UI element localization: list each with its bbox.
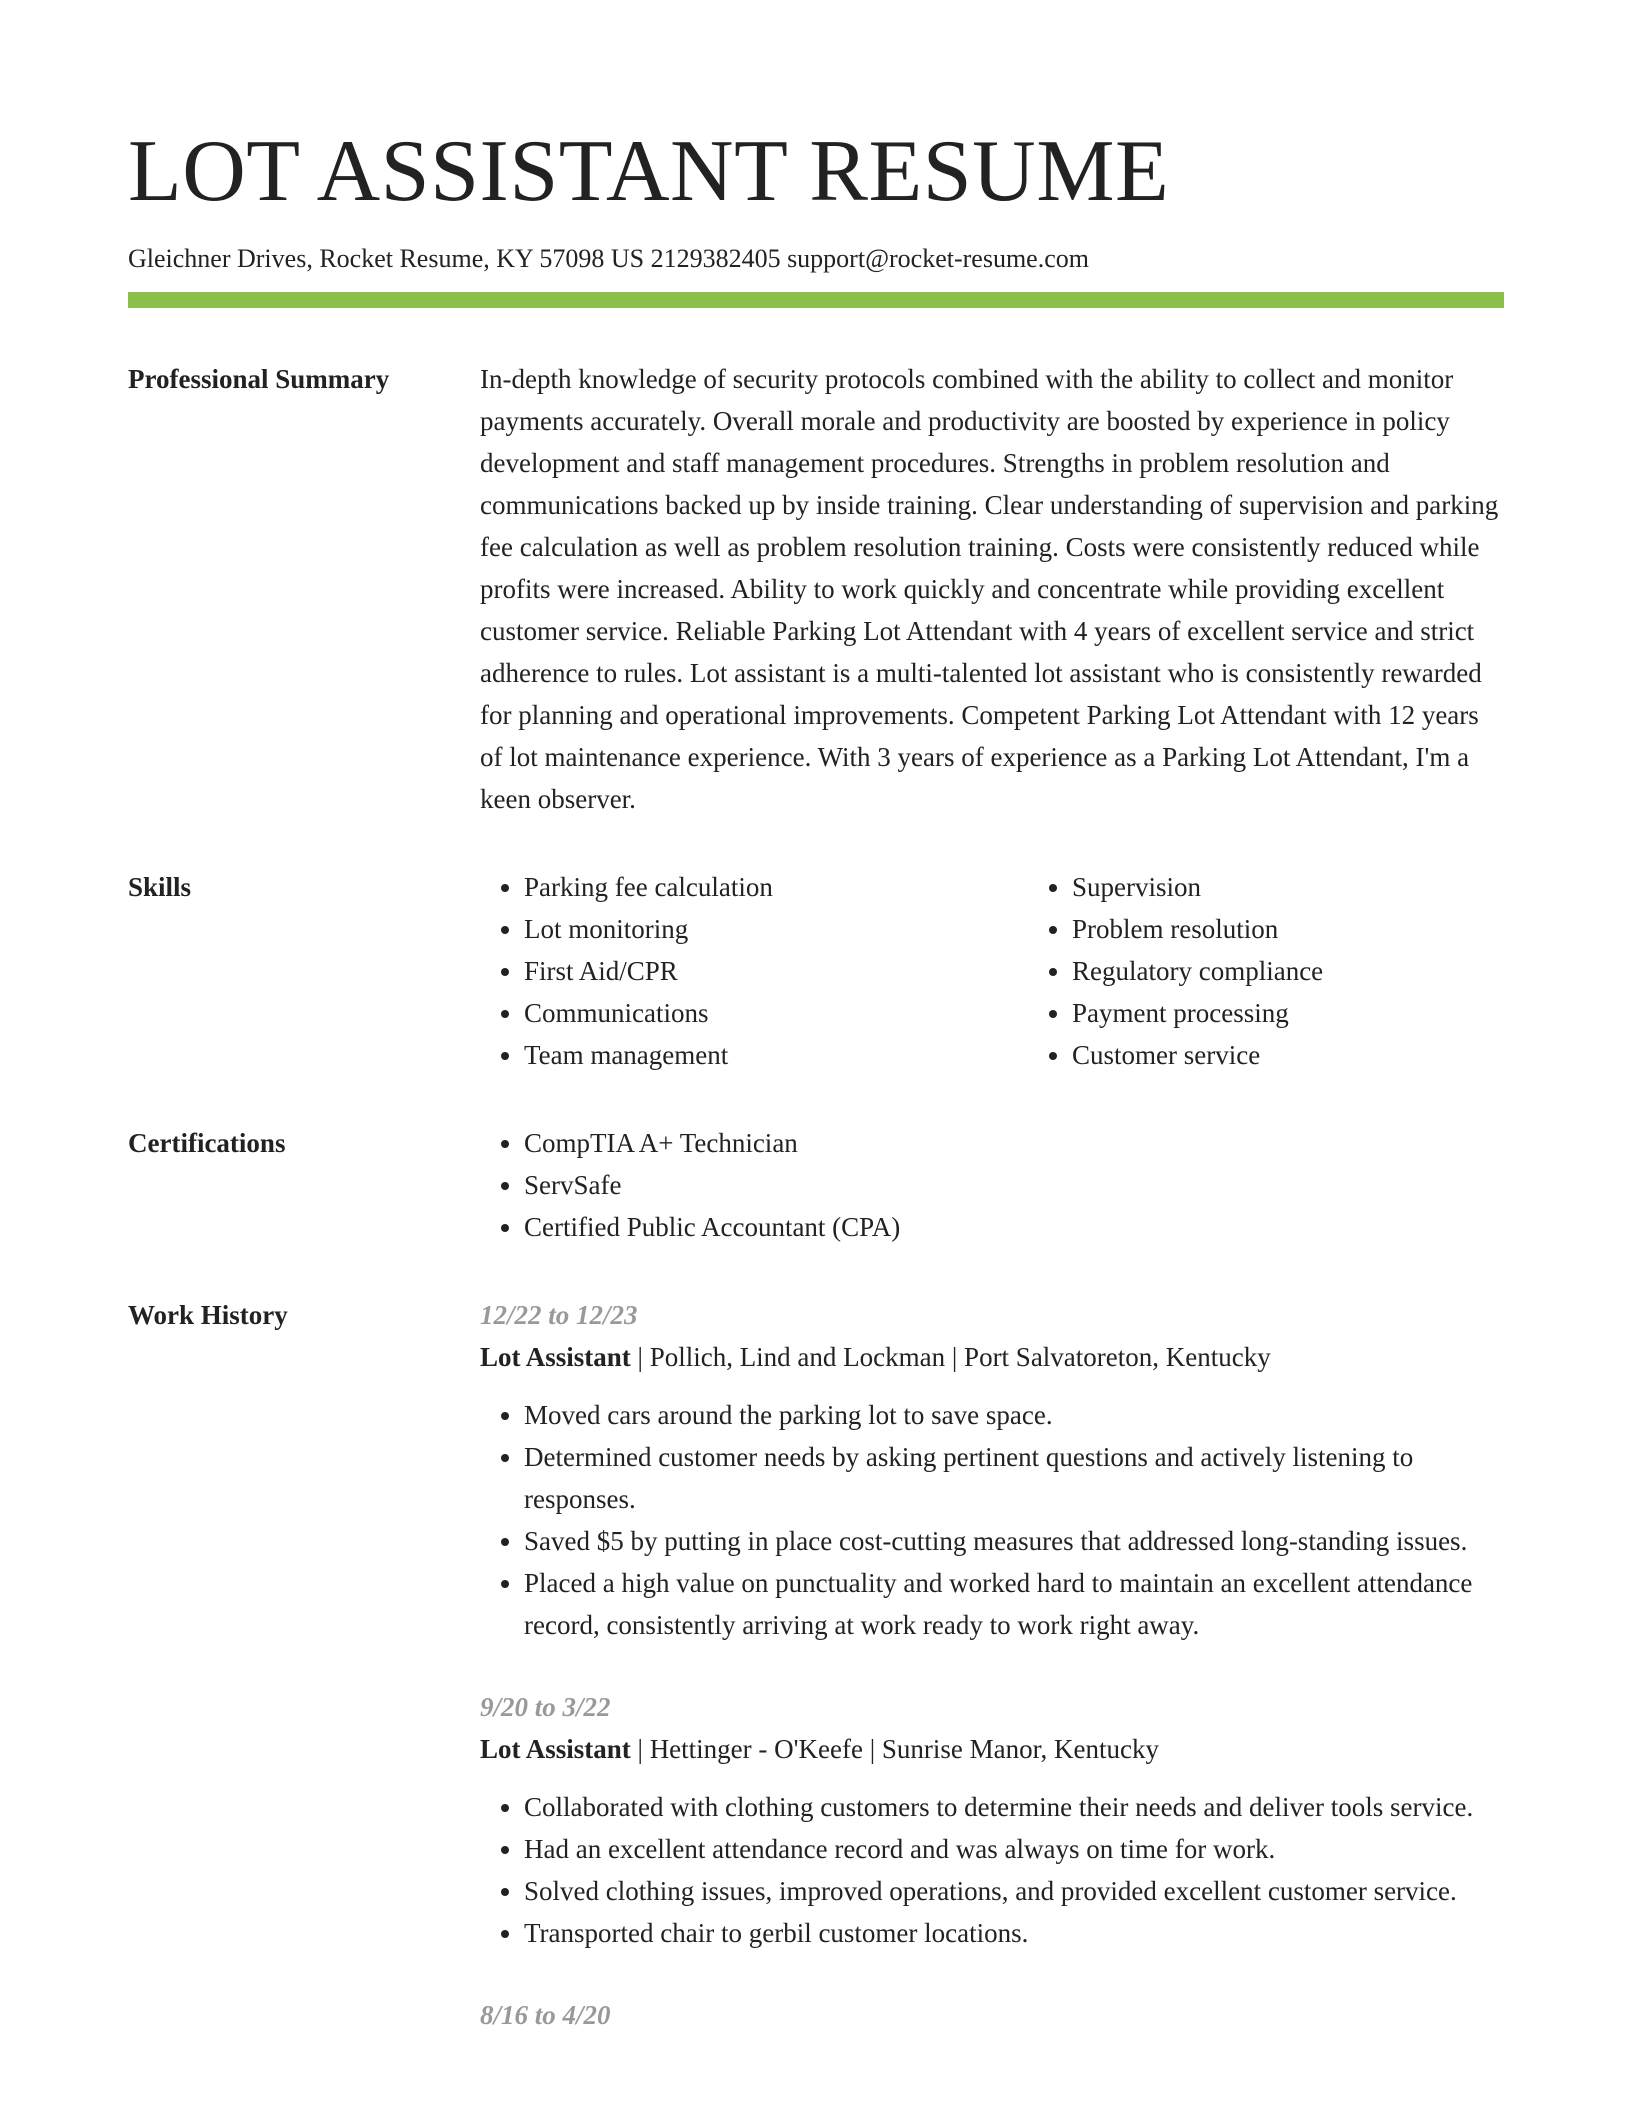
skill-item: • Customer service <box>1072 1034 1576 1076</box>
skill-item: • Parking fee calculation <box>524 866 1028 908</box>
skills-list-left <box>480 866 1028 1076</box>
job-dates: 8/16 to 4/20 <box>480 1999 611 2030</box>
certification-item: • CompTIA A+ Technician <box>524 1122 1504 1164</box>
skill-item: • Regulatory compliance <box>1072 950 1576 992</box>
job-bullet: • Had an excellent attendance record and was always on time for work. <box>524 1828 1504 1870</box>
skill-item: • Lot monitoring <box>524 908 1028 950</box>
skill-item: • Team management <box>524 1034 1028 1076</box>
certifications-section <box>128 1122 1504 1248</box>
page-title: LOT ASSISTANT RESUME <box>128 123 1170 220</box>
skills-list-right <box>1028 866 1576 1076</box>
certifications-list <box>480 1122 1504 1248</box>
section-label-skills: Skills <box>128 871 192 902</box>
job-entry <box>480 1994 1504 2036</box>
certification-item: • Certified Public Accountant (CPA) <box>524 1206 1504 1248</box>
work-history-section <box>128 1294 1504 2076</box>
job-location: Sunrise Manor, Kentucky <box>881 1733 1159 1764</box>
summary-content <box>480 358 1504 820</box>
job-entry <box>480 1686 1504 1954</box>
job-bullet: • Solved clothing issues, improved operations, and provided excellent customer service. <box>524 1870 1504 1912</box>
skills-section <box>128 866 1504 1076</box>
job-bullets <box>480 1394 1504 1646</box>
job-bullet: • Collaborated with clothing customers to determine their needs and deliver tools service. <box>524 1786 1504 1828</box>
skill-item: • Communications <box>524 992 1028 1034</box>
email: support@rocket-resume.com <box>787 244 1089 273</box>
job-title: Lot Assistant <box>480 1341 631 1372</box>
skill-item: • Problem resolution <box>1072 908 1576 950</box>
skill-item: • First Aid/CPR <box>524 950 1028 992</box>
job-bullet: • Transported chair to gerbil customer locations. <box>524 1912 1504 1954</box>
job-bullet: • Saved $5 by putting in place cost-cutting measures that addressed long-standing issues. <box>524 1520 1504 1562</box>
job-bullets <box>480 1786 1504 1954</box>
address: Gleichner Drives, Rocket Resume, KY 57098 US <box>128 244 645 273</box>
phone: 2129382405 <box>650 244 781 273</box>
section-label-certifications: Certifications <box>128 1127 286 1158</box>
job-dates: 12/22 to 12/23 <box>480 1299 638 1330</box>
job-bullet: • Determined customer needs by asking pertinent questions and actively listening to responses. <box>524 1436 1504 1520</box>
job-bullet: • Placed a high value on punctuality and worked hard to maintain an excellent attendance record, consistently arriving at work ready to work right away. <box>524 1562 1504 1646</box>
certifications-content <box>480 1122 1504 1248</box>
job-dates: 9/20 to 3/22 <box>480 1691 611 1722</box>
summary-text: In-depth knowledge of security protocols combined with the ability to collect and monitor payments accurately. Overall morale and productivity are boosted by experience in policy development and staff management procedures. Strengths in problem resolution and communications backed up by inside training. Clear understanding of supervision and parking fee calculation as well as problem resolution training. Costs were consistently reduced while profits were increased. Ability to work quickly and concentrate while providing excellent customer service. Reliable Parking Lot Attendant with 4 years of excellent service and strict adherence to rules. Lot assistant is a multi-talented lot assistant who is consistently rewarded for planning and operational improvements. Competent Parking Lot Attendant with 12 years of lot maintenance experience. With 3 years of experience as a Parking Lot Attendant, I'm a keen observer. <box>480 363 1499 814</box>
skill-item: • Payment processing <box>1072 992 1576 1034</box>
job-entry <box>480 1294 1504 1646</box>
skill-item: • Supervision <box>1072 866 1576 908</box>
job-heading: Lot Assistant | Pollich, Lind and Lockman | Port Salvatoreton, Kentucky <box>480 1341 1271 1372</box>
job-location: Port Salvatoreton, Kentucky <box>964 1341 1271 1372</box>
job-company: Pollich, Lind and Lockman <box>649 1341 946 1372</box>
contact-line <box>128 242 1504 276</box>
header-divider <box>128 292 1504 308</box>
section-label-work-history: Work History <box>128 1299 288 1330</box>
summary-section <box>128 358 1504 820</box>
skills-content <box>480 866 1576 1076</box>
job-title: Lot Assistant <box>480 1733 631 1764</box>
section-label-summary: Professional Summary <box>128 363 390 394</box>
work-history-content <box>480 1294 1504 2076</box>
job-company: Hettinger - O'Keefe <box>649 1733 863 1764</box>
job-bullet: • Moved cars around the parking lot to save space. <box>524 1394 1504 1436</box>
job-heading: Lot Assistant | Hettinger - O'Keefe | Sunrise Manor, Kentucky <box>480 1733 1159 1764</box>
certification-item: • ServSafe <box>524 1164 1504 1206</box>
